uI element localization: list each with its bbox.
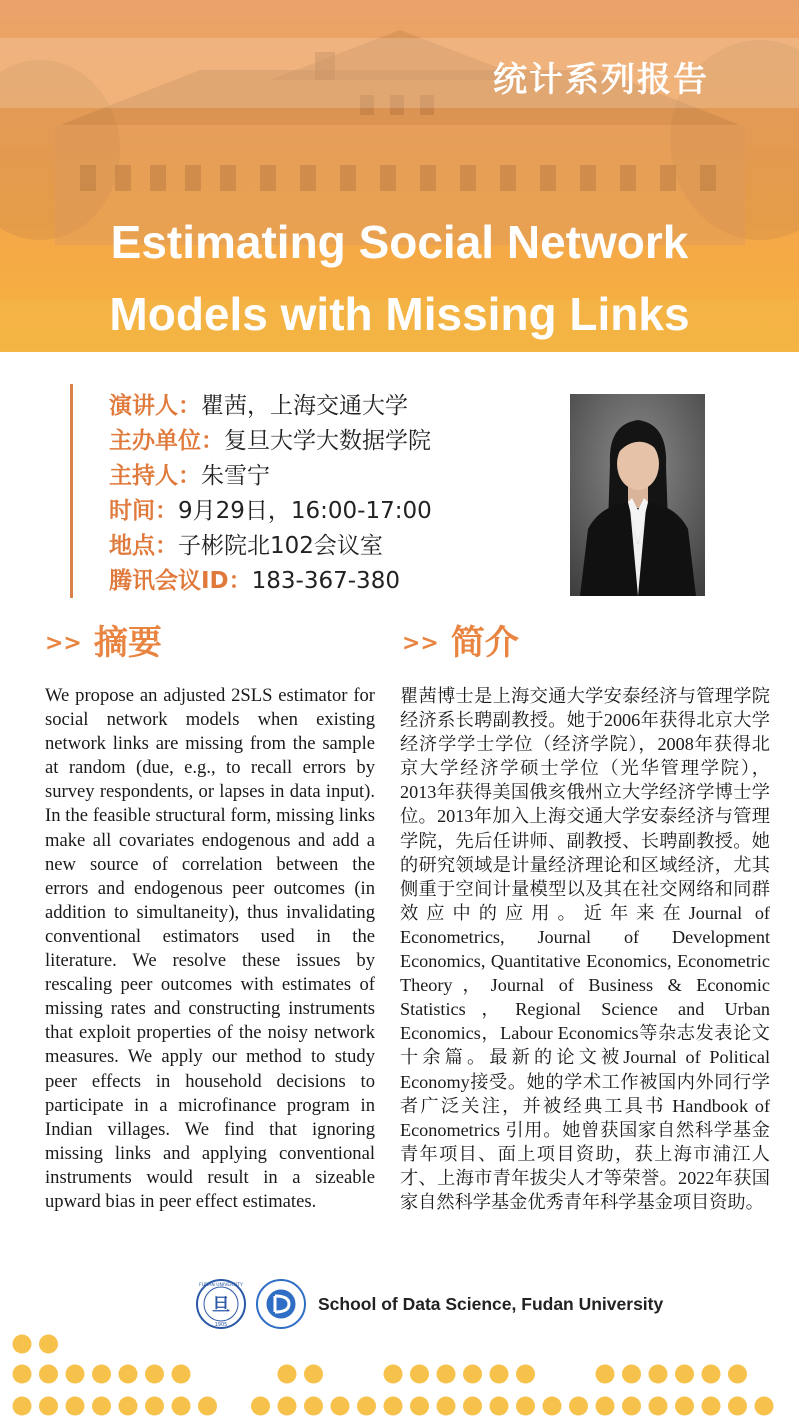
decorative-dot (357, 1397, 376, 1416)
event-info (70, 384, 543, 598)
decorative-dot (145, 1365, 164, 1384)
info-value: 9月29日，16:00-17:00 (178, 498, 432, 524)
double-chevron-icon: >> (45, 631, 82, 656)
decorative-dot (92, 1365, 111, 1384)
decorative-dot (13, 1365, 32, 1384)
decorative-dot (463, 1397, 482, 1416)
decorative-dot (172, 1397, 191, 1416)
info-speaker (109, 389, 408, 423)
info-value: 复旦大学大数据学院 (224, 428, 431, 454)
decorative-dot (437, 1365, 456, 1384)
decorative-dot (675, 1365, 694, 1384)
decorative-dot (13, 1397, 32, 1416)
decorative-dot (410, 1365, 429, 1384)
decorative-dot (516, 1397, 535, 1416)
decorative-dot (596, 1397, 615, 1416)
abstract-text: We propose an adjusted 2SLS estimator for social network models when existing network links are missing from the sample at random (due, e.g., to recall errors by survey respondents, or lapses in data input). In the feasible structural form, missing links make all covariates endogenous and add a new source of correlation between the errors and endogenous peer outcomes (in addition to simultaneity), thus invalidating conventional estimators used in the literature. We resolve these issues by rescaling peer outcomes with estimates of missing rates and constructing instruments that exploit properties of the noisy network measures. We apply our method to study peer effects in household decisions to participate in a microfinance program in Indian villages. We find that ignoring missing links and applying conventional instruments would result in a sizeable upward bias in peer effect estimates. (45, 685, 375, 1212)
decorative-dot (66, 1365, 85, 1384)
info-time (109, 494, 432, 528)
decorative-dot (304, 1397, 323, 1416)
decorative-dot (649, 1365, 668, 1384)
talk-title-line-1: Estimating Social Network (110, 216, 689, 268)
info-value: 子彬院北102会议室 (178, 533, 383, 559)
fudan-seal-glyph: 旦 (212, 1295, 230, 1316)
decorative-dot (172, 1365, 191, 1384)
decorative-dot (278, 1365, 297, 1384)
decorative-dot (384, 1397, 403, 1416)
decorative-dot (437, 1397, 456, 1416)
decorative-dot (331, 1397, 350, 1416)
fudan-university-seal-logo (197, 1280, 245, 1328)
talk-title-line-2: Models with Missing Links (109, 288, 690, 340)
decorative-dot (490, 1397, 509, 1416)
info-value: 瞿茜，上海交通大学 (201, 393, 408, 419)
decorative-dot (13, 1335, 32, 1354)
decorative-dot (92, 1397, 111, 1416)
decorative-dot (119, 1397, 138, 1416)
decorative-dot (66, 1397, 85, 1416)
decorative-dot (596, 1365, 615, 1384)
bio-heading-text: 简介 (450, 623, 519, 663)
info-value: 朱雪宁 (201, 463, 270, 489)
double-chevron-icon: >> (402, 631, 439, 656)
info-meeting-id (109, 564, 400, 598)
decorative-dot (702, 1365, 721, 1384)
institution-name: School of Data Science, Fudan University (318, 1294, 664, 1314)
decorative-dot (649, 1397, 668, 1416)
abstract-heading (45, 620, 162, 666)
decorative-dot (39, 1335, 58, 1354)
abstract-heading-text: 摘要 (93, 623, 162, 663)
fudan-seal-name: FUDAN UNIVERSITY (199, 1283, 243, 1288)
info-key: 时间： (109, 498, 178, 524)
decorative-dot (410, 1397, 429, 1416)
info-key: 演讲人： (109, 393, 201, 419)
decorative-dot (251, 1397, 270, 1416)
decorative-dot (569, 1397, 588, 1416)
decorative-dot (675, 1397, 694, 1416)
decorative-dot (463, 1365, 482, 1384)
info-key: 主办单位： (109, 428, 224, 454)
decorative-dot (304, 1365, 323, 1384)
decorative-dot (702, 1397, 721, 1416)
footer-logos (195, 1278, 310, 1330)
info-moderator (109, 459, 270, 493)
decorative-dot (728, 1365, 747, 1384)
decorative-dot (543, 1397, 562, 1416)
data-science-school-logo (257, 1280, 305, 1328)
series-title: 统计系列报告 (493, 60, 709, 100)
info-key: 主持人： (109, 463, 201, 489)
decorative-dot (622, 1365, 641, 1384)
decorative-dot (39, 1397, 58, 1416)
talk-title (0, 206, 799, 350)
info-key: 腾讯会议ID： (109, 568, 252, 594)
decorative-dot (278, 1397, 297, 1416)
info-value: 183-367-380 (251, 568, 400, 594)
decorative-dot (119, 1365, 138, 1384)
header-banner (0, 0, 799, 352)
decorative-dot (622, 1397, 641, 1416)
decorative-dot (755, 1397, 774, 1416)
info-location (109, 529, 383, 563)
info-host-unit (109, 424, 431, 458)
decorative-dot (728, 1397, 747, 1416)
decorative-dot (490, 1365, 509, 1384)
fudan-seal-year: 1905 (214, 1322, 228, 1328)
decorative-dots (0, 1330, 799, 1422)
speaker-bio-text: 瞿茜博士是上海交通大学安泰经济与管理学院经济系长聘副教授。她于2006年获得北京大学经济学学士学位（经济学院），2008年获得北京大学经济学硕士学位（光华管理学院），2013年获得美国俄亥俄州立大学经济学博士学位。2013年加入上海交通大学安泰经济与管理学院，先后任讲师、副教授、长聘副教授。她的研究领域是计量经济理论和区域经济，尤其侧重于空间计量模型以及其在社交网络和同群效应中的应用。近年来在Journal of Econometrics, Journal of Development Economics, Quantitative Economics, Econometric Theory，Journal of Business & Economic Statistics，Regional Science and Urban Economics，Labour Economics等杂志发表论文十余篇。最新的论文被Journal of Political Economy接受。她的学术工作被国内外同行学者广泛关注，并被经典工具书 Handbook of Econometrics 引用。她曾获国家自然科学基金青年项目、面上项目资助，获上海市浦江人才、上海市青年拔尖人才等荣誉。2022年获国家自然科学基金优秀青年科学基金项目资助。 (400, 686, 770, 1212)
decorative-dot (384, 1365, 403, 1384)
decorative-dot (198, 1397, 217, 1416)
decorative-dot (145, 1397, 164, 1416)
bio-heading (402, 620, 519, 666)
decorative-dot (39, 1365, 58, 1384)
info-key: 地点： (109, 533, 178, 559)
speaker-portrait (570, 394, 705, 596)
decorative-dot (516, 1365, 535, 1384)
